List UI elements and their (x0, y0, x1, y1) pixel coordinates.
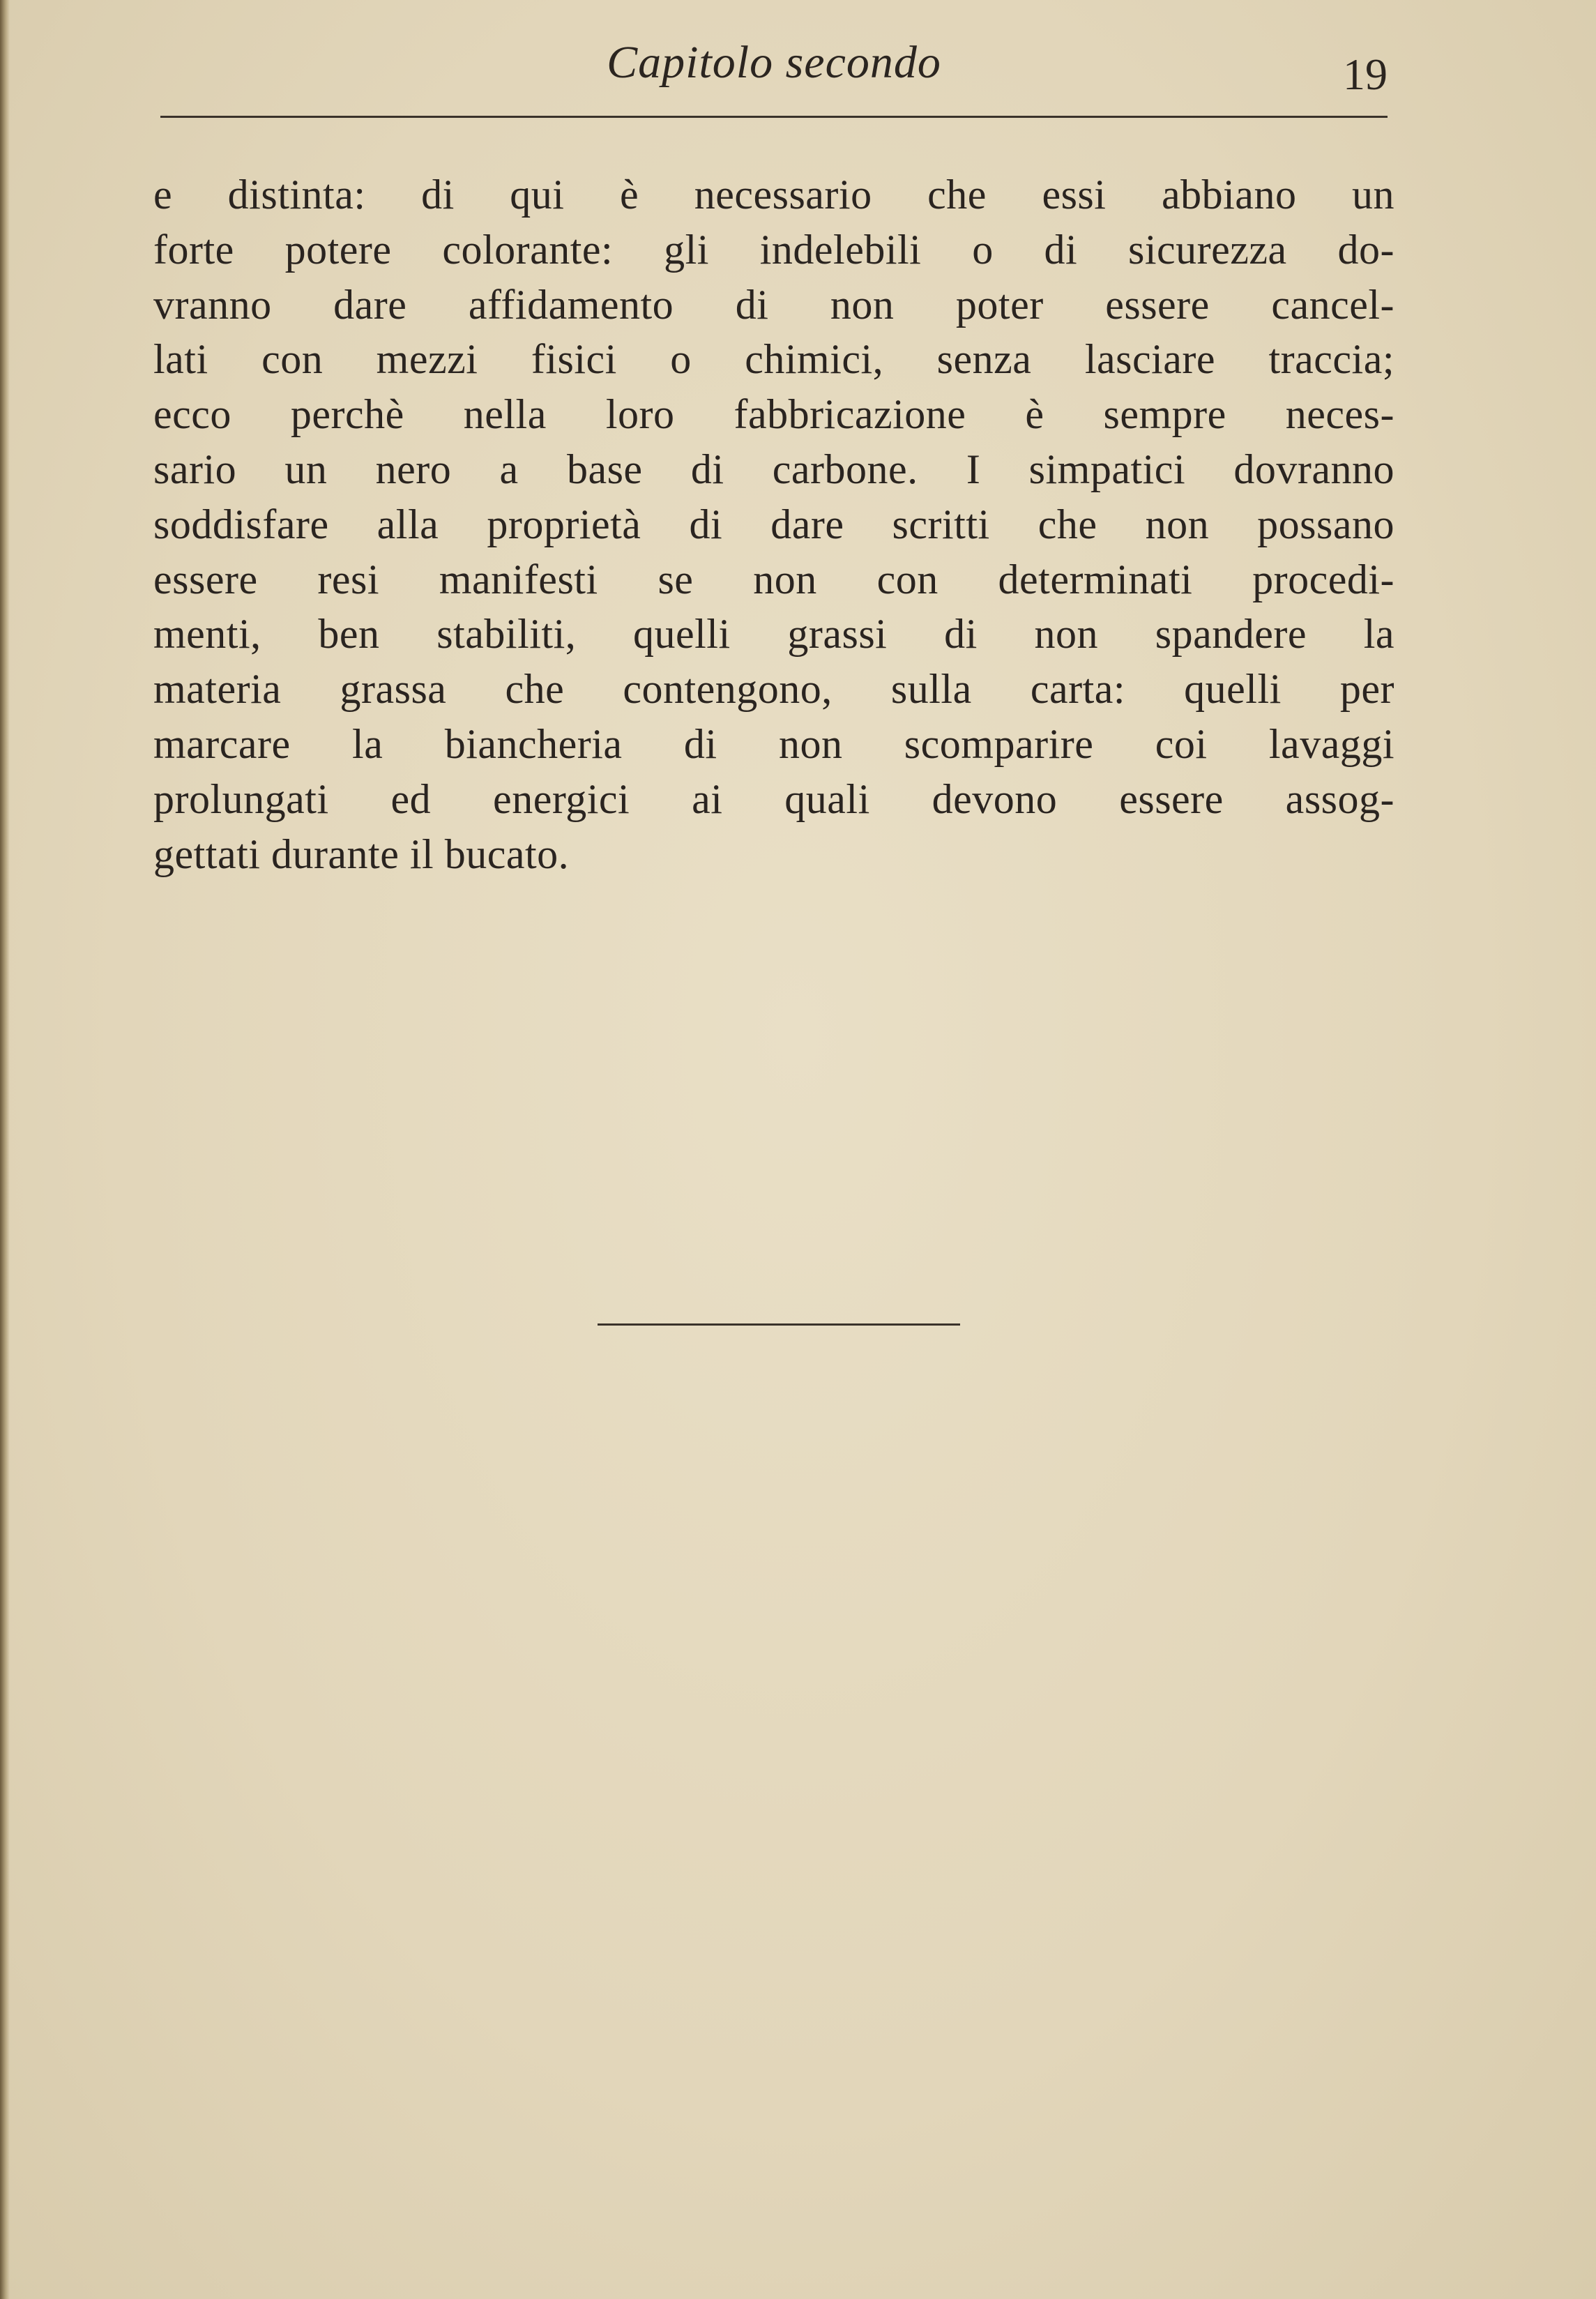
chapter-end-rule (598, 1323, 960, 1326)
text-line: ecco perchè nella loro fabbricazione è sempre neces- (153, 391, 1394, 438)
page-gutter-shadow (0, 0, 10, 2299)
text-line: vranno dare affidamento di non poter essere cancel- (153, 281, 1394, 328)
page-number: 19 (1343, 50, 1388, 99)
header-rule (160, 116, 1388, 118)
text-line: forte potere colorante: gli indelebili o di sicurezza do- (153, 226, 1394, 273)
text-line: lati con mezzi fisici o chimici, senza lasciare traccia; (153, 336, 1394, 383)
body-paragraph (153, 167, 1394, 881)
text-line: prolungati ed energici ai quali devono essere assog- (153, 775, 1394, 822)
text-line: marcare la biancheria di non scomparire coi lavaggi (153, 720, 1394, 767)
text-line: materia grassa che contengono, sulla carta: quelli per (153, 666, 1394, 713)
running-title: Capitolo secondo (607, 37, 941, 88)
text-line: soddisfare alla proprietà di dare scritti che non possano (153, 501, 1394, 547)
text-line: menti, ben stabiliti, quelli grassi di non spandere la (153, 611, 1394, 658)
text-line: sario un nero a base di carbone. I simpatici dovranno (153, 446, 1394, 492)
running-head (160, 21, 1388, 119)
text-line-last: gettati durante il bucato. (153, 830, 570, 877)
text-line: essere resi manifesti se non con determinati procedi- (153, 556, 1394, 602)
text-line: e distinta: di qui è necessario che essi abbiano un (153, 172, 1394, 218)
